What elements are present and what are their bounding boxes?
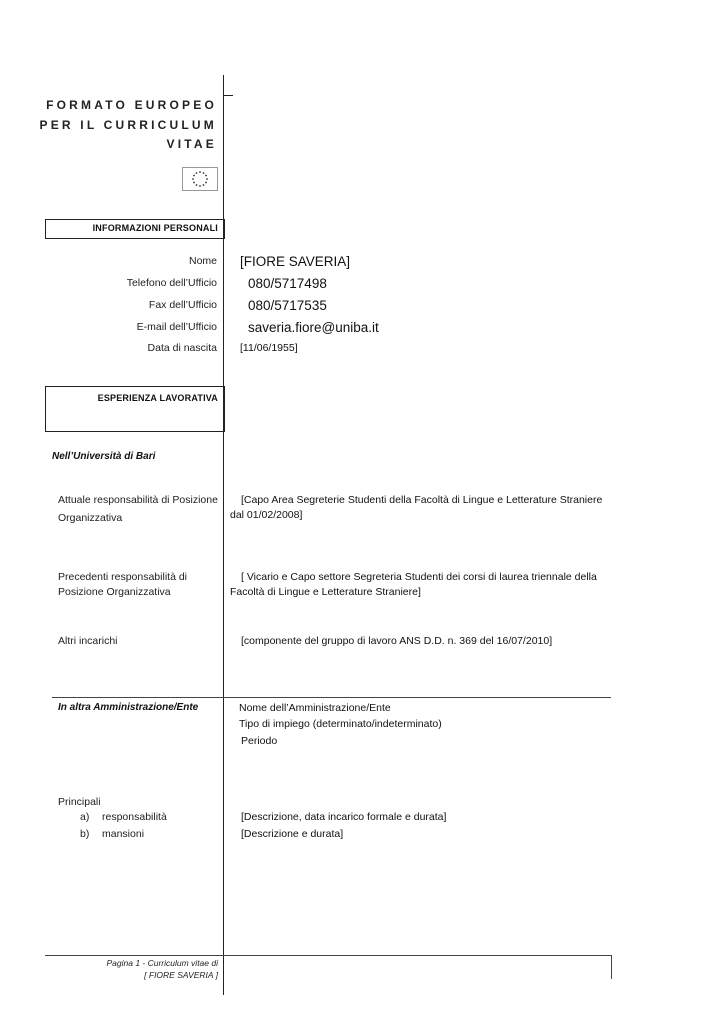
other-admin-heading: In altra Amministrazione/Ente	[58, 702, 199, 713]
other-roles-value: [componente del gruppo di lavoro ANS D.D. n. 369 del 16/07/2010]	[241, 635, 553, 647]
footer-text	[107, 957, 219, 981]
footer-line	[45, 955, 612, 956]
current-position-label	[58, 493, 218, 526]
footer-line-end	[611, 955, 612, 979]
current-position-value: [Capo Area Segreterie Studenti della Facoltà di Lingue e Letterature Straniere dal 01/02/2008]	[230, 494, 603, 521]
name-value: [FIORE SAVERIA]	[240, 254, 351, 269]
university-heading: Nell’Università di Bari	[52, 451, 156, 462]
item-a-label: responsabilità	[102, 811, 167, 823]
admin-name-field: Nome dell’Amministrazione/Ente	[239, 702, 391, 714]
personal-info-title: INFORMAZIONI PERSONALI	[92, 223, 218, 233]
previous-position-value: [ Vicario e Capo settore Segreteria Studenti dei corsi di laurea triennale della Facoltà di Lingue e Letterature Straniere]	[230, 571, 597, 598]
birth-date-label: Data di nascita	[147, 342, 217, 354]
item-b-value: [Descrizione e durata]	[241, 828, 344, 840]
item-b-label: mansioni	[102, 828, 145, 840]
office-fax-value: 080/5717535	[248, 298, 327, 313]
footer-line-1: Pagina 1 - Curriculum vitae di	[106, 958, 218, 968]
birth-date-value: [11/06/1955]	[240, 342, 298, 354]
title-line-2: PER IL CURRICULUM	[39, 118, 217, 132]
personal-info-section-box	[45, 219, 225, 239]
column-divider	[223, 75, 224, 995]
title-line-3: VITAE	[166, 137, 217, 151]
name-label: Nome	[188, 255, 217, 267]
office-email-label: E-mail dell’Ufficio	[136, 321, 217, 333]
current-position-label-line-2: Organizzativa	[58, 512, 123, 524]
principal-label: Principali	[58, 796, 101, 808]
item-b-marker: b)	[80, 828, 90, 840]
previous-position-label	[58, 570, 187, 600]
section-separator	[52, 697, 611, 698]
title-line-1: FORMATO EUROPEO	[46, 98, 217, 112]
footer-line-2: [ FIORE SAVERIA ]	[144, 970, 218, 980]
office-fax-label: Fax dell’Ufficio	[148, 299, 217, 311]
employment-type-field: Tipo di impiego (determinato/indeterminato)	[239, 718, 442, 730]
current-position-label-line-1: Attuale responsabilità di Posizione	[58, 494, 218, 506]
divider-tick	[223, 95, 233, 96]
office-phone-label: Telefono dell’Ufficio	[126, 277, 217, 289]
previous-position-label-line-2: Posizione Organizzativa	[58, 586, 171, 598]
experience-section-box	[45, 386, 225, 432]
office-phone-value: 080/5717498	[248, 276, 327, 291]
period-field: Periodo	[241, 735, 278, 747]
item-a-value: [Descrizione, data incarico formale e durata]	[241, 811, 447, 823]
office-email-value: saveria.fiore@uniba.it	[248, 320, 379, 335]
item-a-marker: a)	[80, 811, 90, 823]
previous-position-label-line-1: Precedenti responsabilità di	[58, 571, 187, 583]
experience-title: ESPERIENZA LAVORATIVA	[97, 393, 218, 403]
eu-flag-icon	[182, 167, 218, 191]
other-roles-label: Altri incarichi	[58, 635, 118, 647]
